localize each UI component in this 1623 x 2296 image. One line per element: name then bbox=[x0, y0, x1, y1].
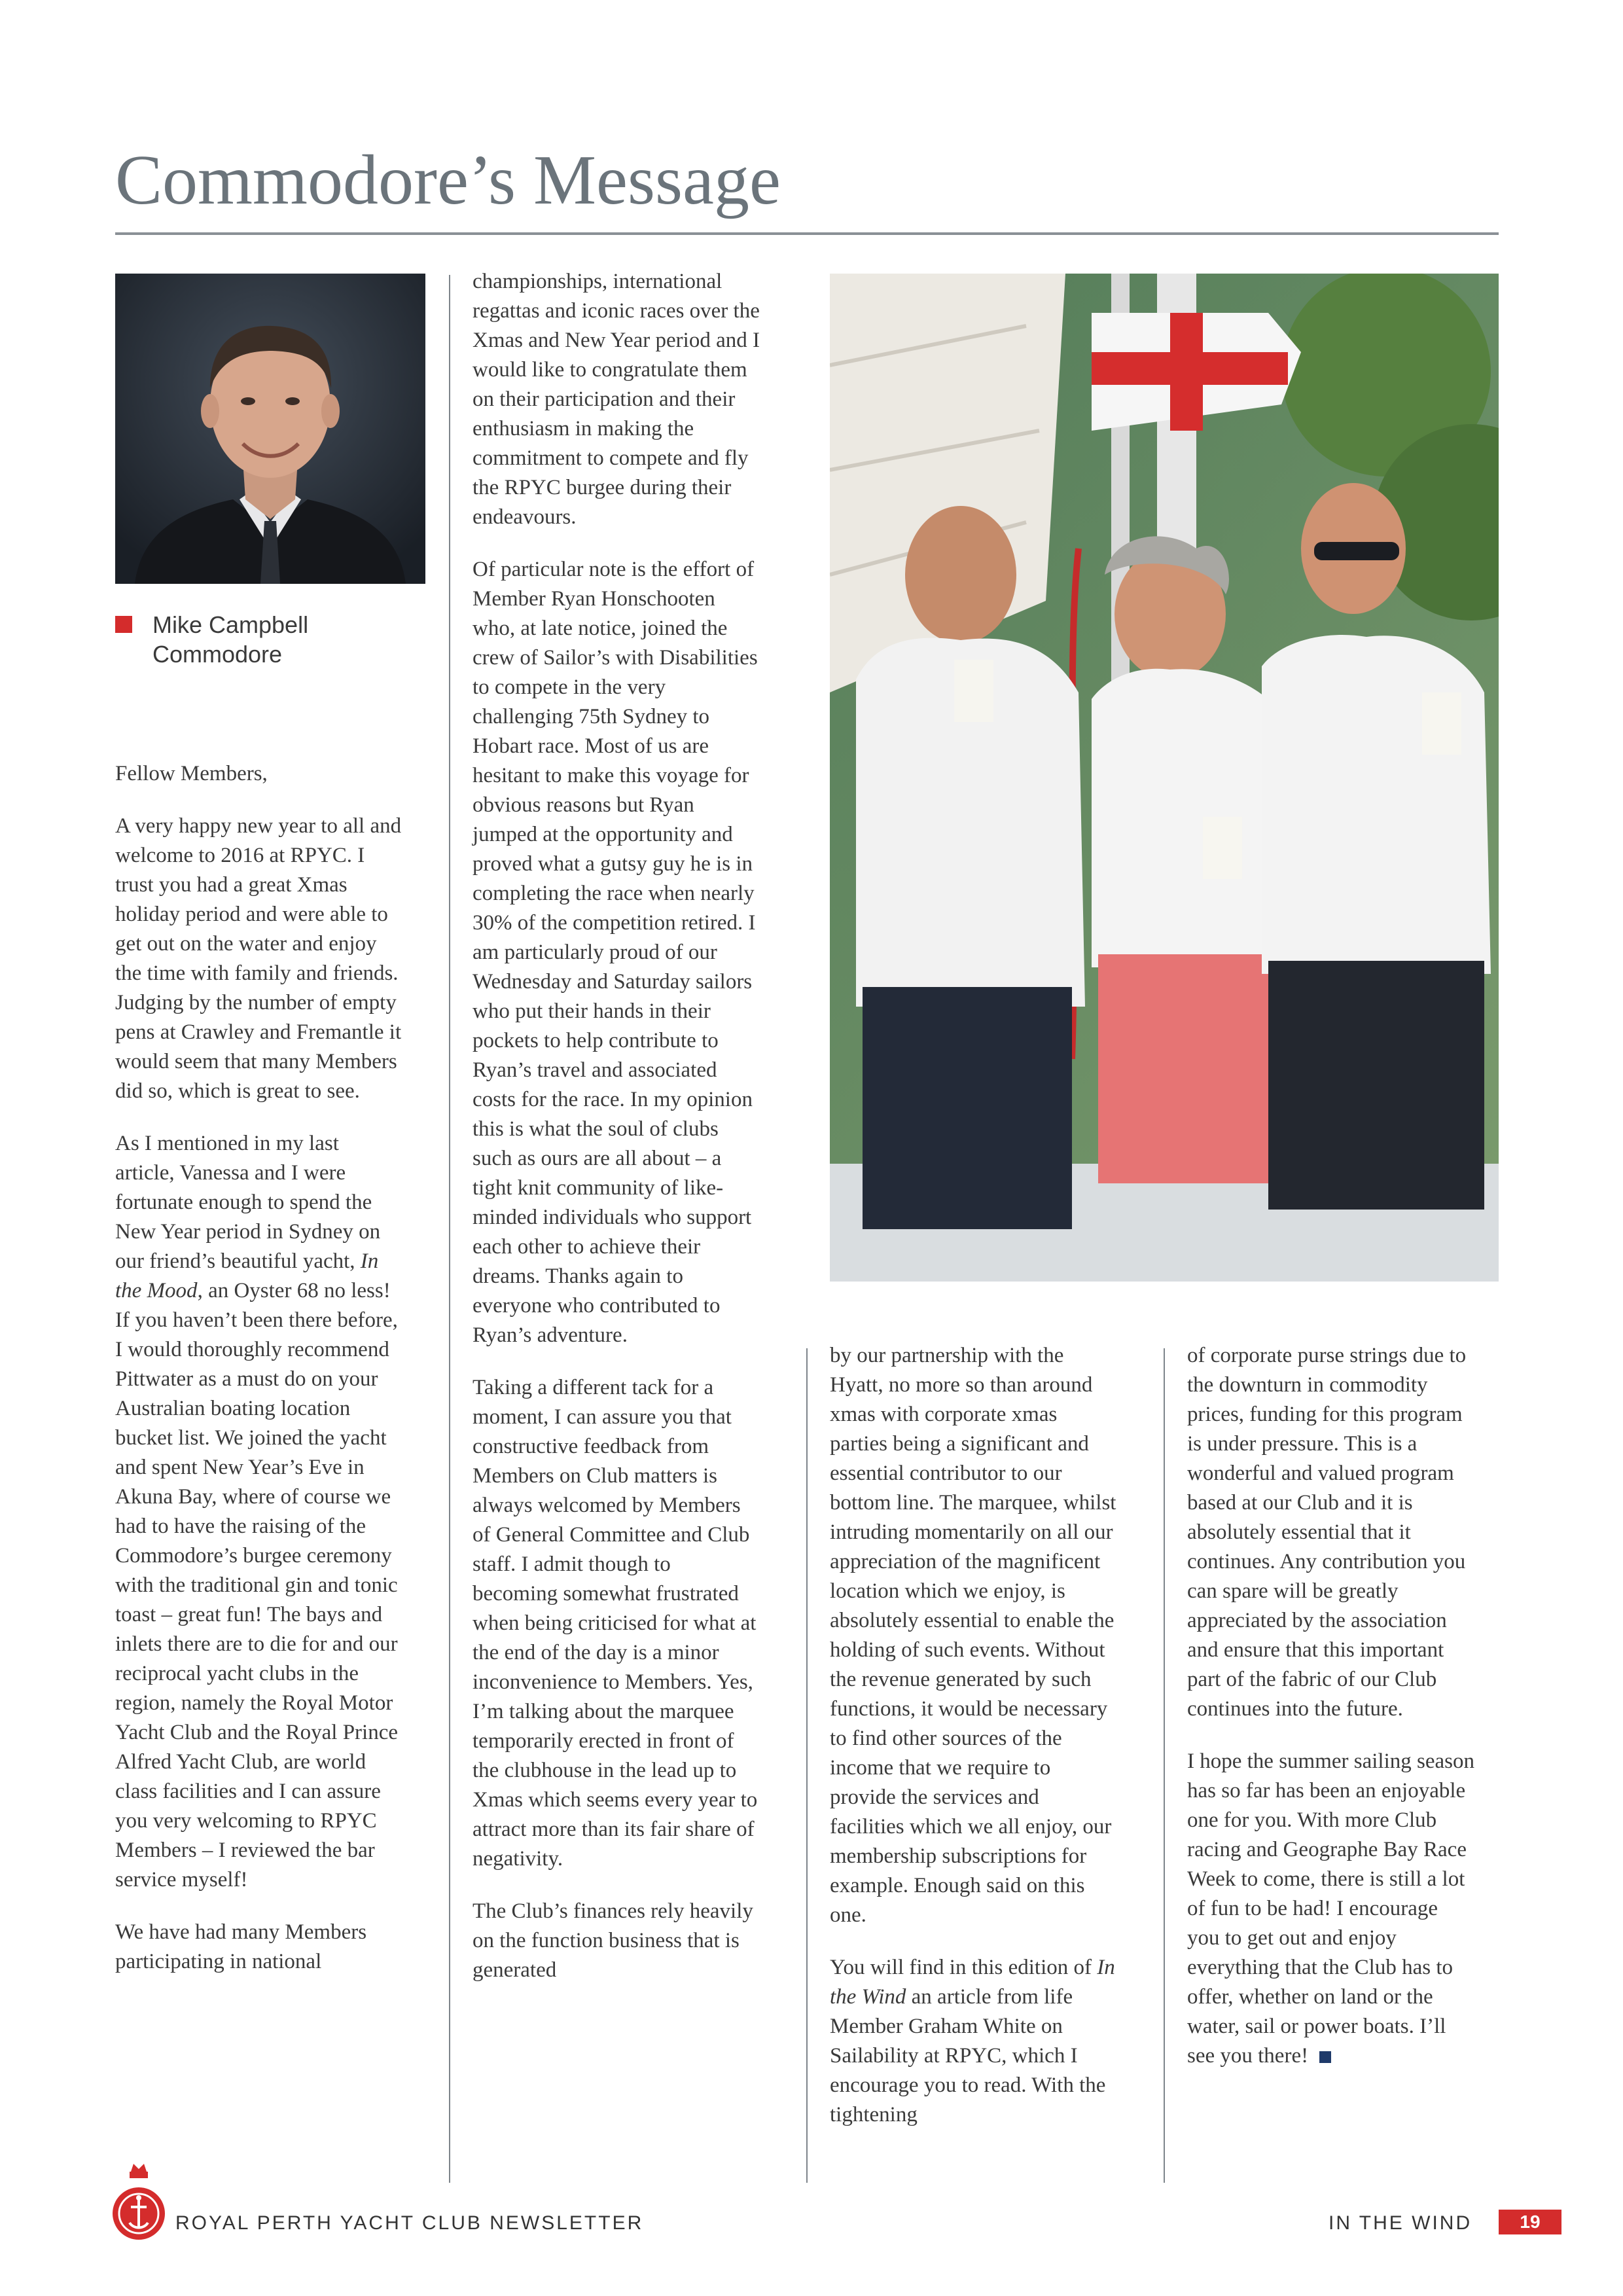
page-title: Commodore’s Message bbox=[115, 141, 781, 219]
paragraph: Taking a different tack for a moment, I can assure you that constructive feedback from Members on Club matters is always welcomed by Members of General Committee and Club staff. I admit though to becoming somewhat frustrated when being criticised for what at the end of the day is a minor inconvenience to Members. Yes, I’m talking about the marquee temporarily erected in front of the clubhouse in the lead up to Xmas which seems every year to attract more than its fair share of negativity. bbox=[473, 1376, 758, 1871]
paragraph: We have had many Members participating in national bbox=[115, 1920, 367, 1973]
paragraph: Fellow Members, bbox=[115, 762, 268, 785]
commodore-portrait bbox=[115, 274, 425, 584]
paragraph: As I mentioned in my last article, Vanessa and I were fortunate enough to spend the New Year period in Sydney on our friend’s beautiful yacht, In the Mood, an Oyster 68 no less! If you haven’t been there before, I would thoroughly recommend Pittwater as a must do on your Australian boating location bucket list. We joined the yacht and spent New Year’s Eve in Akuna Bay, where of course we had to have the raising of the Commodore’s burgee ceremony with the traditional gin and tonic toast – great fun! The bays and inlets there are to die for and our reciprocal yacht clubs in the region, namely the Royal Motor Yacht Club and the Royal Prince Alfred Yacht Club, are world class facilities and I can assure you very welcoming to RPYC Members – I reviewed the bar service myself! bbox=[115, 1132, 399, 1892]
paragraph: by our partnership with the Hyatt, no more so than around xmas with corporate xmas parties being a significant and essential contributor to our bottom line. The marquee, whilst intruding momentarily on all our appreciation of the magnificent location which we enjoy, is absolutely essential to enable the holding of such events. Without the revenue generated by such functions, it would be necessary to find other sources of the income that we require to provide the services and facilities which we all enjoy, our membership subscriptions for example. Enough said on this one. bbox=[830, 1344, 1116, 1927]
article-column-3 bbox=[830, 1341, 1118, 2130]
yacht-name: In the Mood bbox=[115, 1249, 379, 1302]
paragraph: championships, international regattas and iconic races over the Xmas and New Year period and I would like to congratulate them on their participation and their enthusiasm in making the commitment to compete and fly the RPYC burgee during their endeavours. bbox=[473, 270, 760, 529]
end-square-icon bbox=[1319, 2051, 1331, 2063]
author-byline bbox=[115, 610, 308, 669]
sailors-photo-illustration bbox=[830, 274, 1499, 1282]
paragraph: A very happy new year to all and welcome to 2016 at RPYC. I trust you had a great Xmas holiday period and were able to get out on the water and enjoy the time with family and friends. Judging by the number of empty pens at Crawley and Fremantle it would seem that many Members did so, which is great to see. bbox=[115, 814, 402, 1103]
byline-bullet-icon bbox=[115, 616, 132, 633]
article-column-2 bbox=[473, 267, 760, 1985]
author-role: Commodore bbox=[152, 641, 283, 668]
paragraph: I hope the summer sailing season has so far has been an enjoyable one for you. With more Club racing and Geographe Bay Race Week to come, there is still a lot of fun to be had! I encourage you to get out and enjoy everything that the Club has to offer, whether on land or the water, sail or power boats. I’ll see you there! bbox=[1187, 1749, 1474, 2068]
publication-name: In the Wind bbox=[830, 1956, 1115, 2009]
title-divider bbox=[115, 232, 1499, 235]
column-divider bbox=[449, 275, 450, 2183]
author-name: Mike Campbell bbox=[152, 611, 309, 638]
sailors-photo bbox=[830, 274, 1499, 1282]
club-logo bbox=[111, 2160, 166, 2251]
paragraph: The Club’s finances rely heavily on the function business that is generated bbox=[473, 1899, 753, 1982]
club-crest-icon bbox=[111, 2160, 166, 2251]
footer-publication: ROYAL PERTH YACHT CLUB NEWSLETTER bbox=[175, 2212, 644, 2234]
paragraph: Of particular note is the effort of Member Ryan Honschooten who, at late notice, joined the crew of Sailor’s with Disabilities to compete in the very challenging 75th Sydney to Hobart race. Most of us are hesitant to make this voyage for obvious reasons but Ryan jumped at the opportunity and proved what a gutsy guy he is in completing the race when nearly 30% of the competition retired. I am particularly proud of our Wednesday and Saturday sailors who put their hands in their pockets to help contribute to Ryan’s travel and associated costs for the race. In my opinion this is what the soul of clubs such as ours are all about – a tight knit community of like-minded individuals who support each other to achieve their dreams. Thanks again to everyone who contributed to Ryan’s adventure. bbox=[473, 558, 758, 1347]
footer-section: IN THE WIND bbox=[1329, 2212, 1472, 2234]
article-column-1 bbox=[115, 759, 403, 1977]
article-column-4 bbox=[1187, 1341, 1475, 2071]
paragraph: of corporate purse strings due to the downturn in commodity prices, funding for this program is under pressure. This is a wonderful and valued program based at our Club and it is absolutely essential that it continues. Any contribution you can spare will be greatly appreciated by the association and ensure that this important part of the fabric of our Club continues into the future. bbox=[1187, 1344, 1467, 1721]
page-number: 19 bbox=[1499, 2210, 1561, 2234]
column-divider bbox=[1164, 1348, 1165, 2183]
portrait-illustration bbox=[115, 274, 425, 584]
paragraph: You will find in this edition of In the Wind an article from life Member Graham White on Sailability at RPYC, which I encourage you to read. With the tightening bbox=[830, 1956, 1115, 2126]
column-divider bbox=[806, 1348, 808, 2183]
